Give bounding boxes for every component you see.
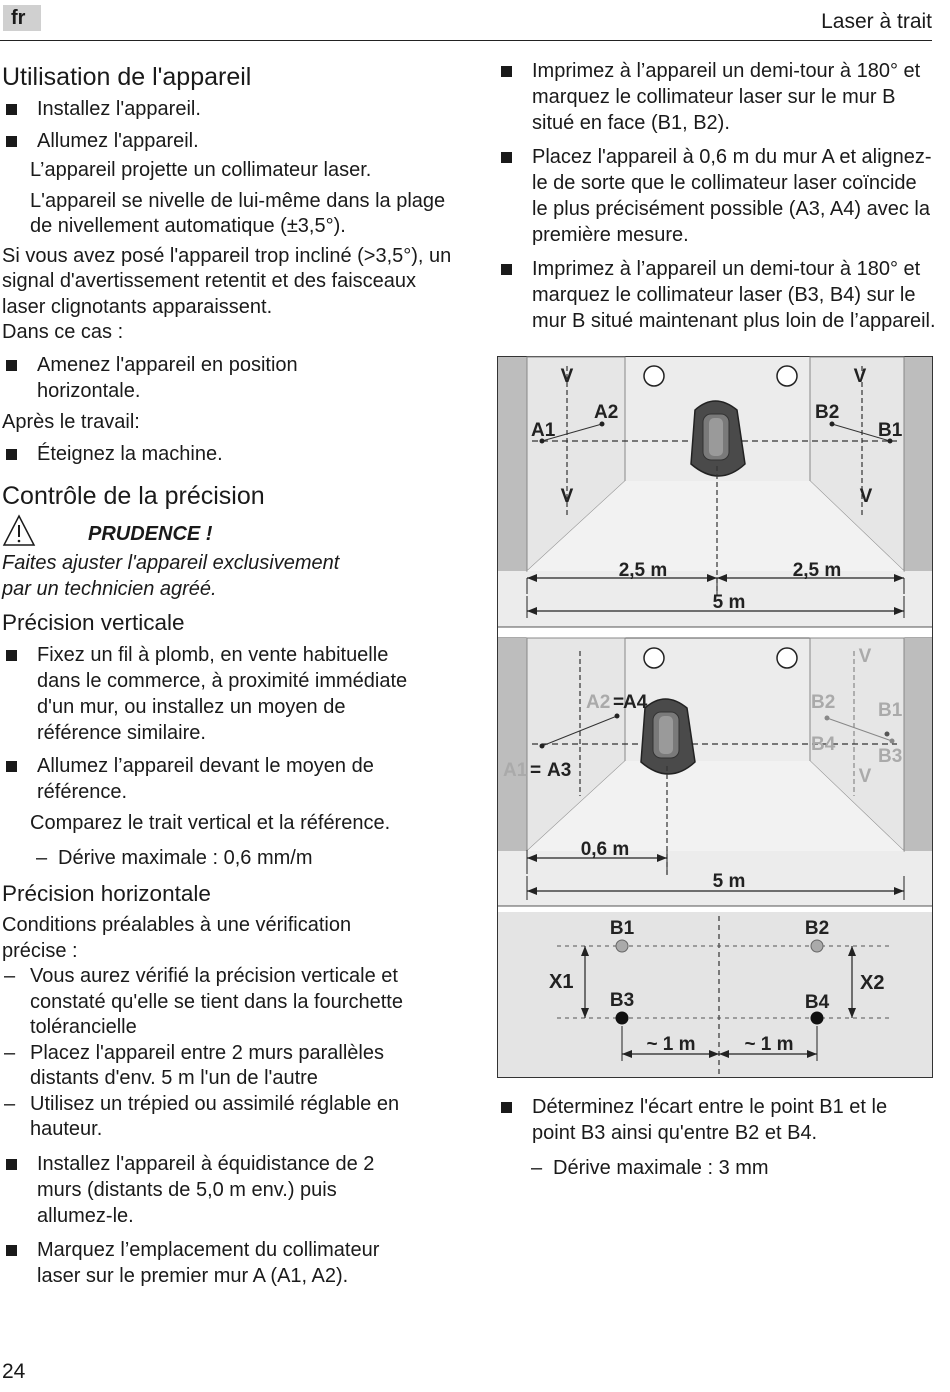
condition-item: – Placez l'appareil entre 2 murs parallèles distants d'env. 5 m l'un de l'autre <box>2 1041 440 1092</box>
vertical-bullet: Allumez l’appareil devant le moyen de référence. <box>2 753 382 805</box>
horizontal-bullet: Marquez l’emplacement du collimateur laser sur le premier mur A (A1, A2). <box>2 1237 427 1289</box>
in-this-case: Dans ce cas : <box>2 321 124 343</box>
setup-diagram <box>497 356 933 1078</box>
precision-heading: Contrôle de la précision <box>2 482 265 510</box>
label-equals: = <box>613 692 625 713</box>
procedure-bullet: Imprimez à l’appareil un demi-tour à 180° et marquez le collimateur laser (B3, B4) sur le mur B situé maintenant plus loin de l’appareil. <box>497 256 937 334</box>
caution-row <box>2 517 462 551</box>
label-a4: A4 <box>623 692 648 713</box>
right-column <box>497 58 937 1182</box>
label-a1: A1 <box>503 760 528 781</box>
label-x1: X1 <box>549 971 574 993</box>
condition-item: – Vous aurez vérifié la précision verticale et constaté qu'elle se tient dans la fourchette tolérancielle <box>2 964 430 1041</box>
label-v: V <box>560 486 574 507</box>
final-drift: – Dérive maximale : 3 mm <box>497 1156 937 1182</box>
label-b2: B2 <box>811 692 836 713</box>
label-b1: B1 <box>878 420 903 441</box>
header-rule <box>0 40 932 41</box>
vertical-bullet: Fixez un fil à plomb, en vente habituelle dans le commerce, à proximité immédiate d'un mur, ou installez un moyen de référence similaire. <box>2 642 427 746</box>
dimension-half-right: 2,5 m <box>792 560 842 581</box>
diagram-panel-top <box>498 357 932 627</box>
tilt-warning: Si vous avez posé l'appareil trop incliné (>3,5°), un signal d'avertissement retentit et des faisceaux laser clignotants apparaissent. <box>2 244 452 318</box>
caution-text: Faites ajuster l'appareil exclusivement par un technicien agréé. <box>2 552 340 600</box>
label-v: V <box>859 486 873 507</box>
condition-item: – Utilisez un trépied ou assimilé réglable en hauteur. <box>2 1092 430 1143</box>
caution-label: PRUDENCE ! <box>88 523 213 545</box>
dimension-left: ~ 1 m <box>646 1034 696 1055</box>
warning-triangle-icon <box>2 514 36 548</box>
label-a2: A2 <box>586 692 611 713</box>
usage-heading: Utilisation de l'appareil <box>2 63 252 91</box>
label-x2: X2 <box>860 972 885 994</box>
label-a2: A2 <box>594 402 619 423</box>
horizontal-heading: Précision horizontale <box>2 881 211 906</box>
vertical-compare: Comparez le trait vertical et la référence. <box>30 812 391 834</box>
label-v: V <box>853 366 867 387</box>
horizontal-bullet: Installez l'appareil à équidistance de 2 murs (distants de 5,0 m env.) puis allumez-le. <box>2 1151 407 1229</box>
label-b2: B2 <box>815 402 840 423</box>
vertical-heading: Précision verticale <box>2 610 185 635</box>
label-b4: B4 <box>811 734 836 755</box>
label-a3: A3 <box>547 760 572 781</box>
label-equals: = <box>530 760 542 781</box>
dimension-half-left: 2,5 m <box>618 560 668 581</box>
dimension-near: 0,6 m <box>580 839 630 860</box>
dimension-right: ~ 1 m <box>744 1034 794 1055</box>
diagram-panel-middle <box>498 638 932 906</box>
procedure-bullet: Imprimez à l’appareil un demi-tour à 180° et marquez le collimateur laser sur le mur B situé en face (B1, B2). <box>497 58 937 136</box>
label-b2: B2 <box>804 918 830 939</box>
label-b3: B3 <box>878 746 903 767</box>
test-setup-figure <box>497 356 933 1078</box>
usage-note: L'appareil se nivelle de lui-même dans la plage de nivellement automatique (±3,5°). <box>30 189 446 237</box>
label-b3: B3 <box>609 990 635 1011</box>
label-b1: B1 <box>609 918 635 939</box>
dimension-total: 5 m <box>712 871 746 892</box>
horizontal-conditions: Conditions préalables à une vérification précise : <box>2 914 352 962</box>
label-b4: B4 <box>804 992 830 1013</box>
label-v: V <box>858 766 872 787</box>
final-bullet: Déterminez l'écart entre le point B1 et le point B3 ainsi qu'entre B2 et B4. <box>497 1094 932 1146</box>
label-a1: A1 <box>531 420 556 441</box>
running-title: Laser à trait <box>821 10 932 33</box>
after-bullet: Éteignez la machine. <box>2 441 462 467</box>
diagram-panel-bottom <box>498 912 932 1077</box>
label-v: V <box>858 646 872 667</box>
language-badge: fr <box>3 5 41 31</box>
usage-bullet: Allumez l'appareil. <box>2 128 462 154</box>
usage-bullet: Installez l'appareil. <box>2 96 462 122</box>
after-work: Après le travail: <box>2 410 140 433</box>
page-number: 24 <box>2 1360 26 1383</box>
vertical-drift: – Dérive maximale : 0,6 mm/m <box>2 846 462 872</box>
label-v: V <box>560 366 574 387</box>
procedure-bullet: Placez l'appareil à 0,6 m du mur A et alignez-le de sorte que le collimateur laser coïncide le plus précisément possible (A3, A4) avec la première mesure. <box>497 144 937 248</box>
usage-note: L’appareil projette un collimateur laser. <box>30 159 372 181</box>
tilt-bullet: Amenez l'appareil en position horizontale. <box>2 352 337 404</box>
label-b1: B1 <box>878 700 903 721</box>
dimension-total: 5 m <box>712 592 746 613</box>
left-column <box>2 58 462 1289</box>
